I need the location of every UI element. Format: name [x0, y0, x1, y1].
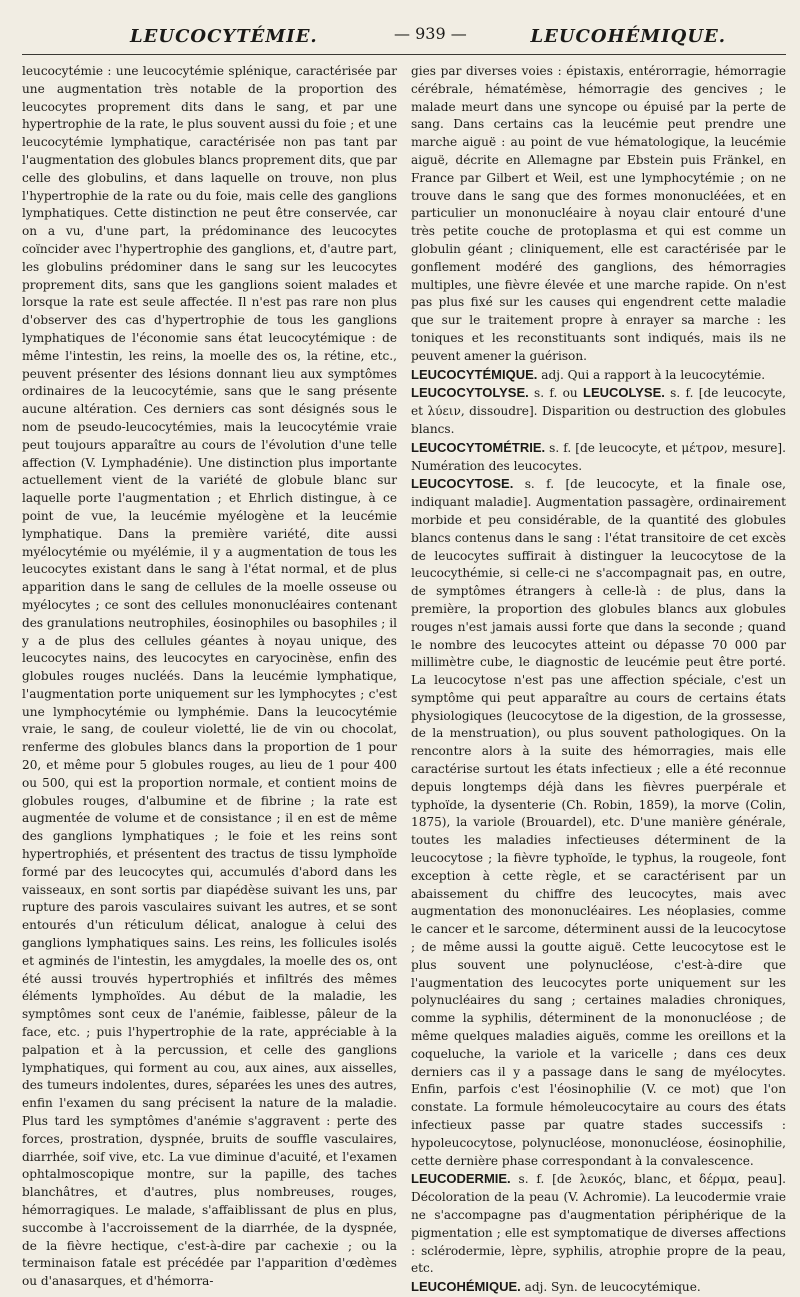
definition: s. f. [de λευκός, blanc, et δέρμα, peau]. Décoloration de la peau (V. Achromie). La leucodermie vraie ne s'accompagne pas d'augmentation périphérique de la pigmentation ; elle est symptomatique de diverses affections : sclérodermie, lèpre, syphilis, atrophie propre de la peau, etc.	[411, 1172, 786, 1276]
entry-leucocytolyse	[411, 384, 786, 438]
definition: s. f. ou	[528, 386, 583, 401]
entry-leucocytometrie	[411, 439, 786, 476]
leucocytemie-continuation-end: gies par diverses voies : épistaxis, entérorragie, hémorragie cérébrale, hématémèse, hémorragie des gencives ; le malade meurt dans une syncope ou épuisé par la perte de sang. Dans certains cas la leucémie peut prendre une marche aiguë : au point de vue hématologique, la leucémie aiguë, décrite en Allemagne par Ebstein puis Fränkel, en France par Gilbert et Weil, est une lymphocytémie ; on ne trouve dans le sang que des formes mononucléées, et en particulier un mononucléaire à noyau clair entouré d'une très petite couche de protoplasma et qui est comme un globulin géant ; cliniquement, elle est caractérisée par le gonflement modéré des ganglions, des hémorragies multiples, une fièvre élevée et une marche rapide. On n'est pas plus fixé sur les causes qui engendrent cette maladie que sur le traitement propre à enrayer sa marche : les toniques et les reconstituants sont indiqués, mais ils ne peuvent amener la guérison.	[411, 64, 786, 363]
running-head-left: LEUCOCYTÉMIE.	[130, 26, 318, 47]
entry-leucohemique	[411, 1278, 786, 1297]
text-columns	[22, 63, 786, 1295]
definition: adj. Qui a rapport à la leucocytémie.	[537, 367, 766, 382]
entry-leucocytemique	[411, 366, 786, 385]
headword: LEUCODERMIE.	[411, 1171, 511, 1187]
definition: s. f. [de leucocyte, et μέτρον, mesure]. Numération des leucocytes.	[411, 440, 786, 473]
headword: LEUCOHÉMIQUE.	[411, 1279, 521, 1295]
running-head-right: LEUCOHÉMIQUE.	[530, 26, 726, 47]
entry-leucodermie	[411, 1170, 786, 1278]
headword: LEUCOCYTOLYSE.	[411, 385, 529, 401]
definition: s. f. [de leucocyte, et λύειν, dissoudre]. Disparition ou destruction des globules blancs.	[411, 386, 786, 436]
page-header	[22, 20, 786, 55]
definition: adj. Syn. de leucocytémique.	[520, 1280, 701, 1295]
page-number: — 939 —	[394, 24, 467, 43]
headword: LEUCOCYTÉMIQUE.	[411, 366, 538, 382]
headword: LEUCOCYTOSE.	[411, 476, 514, 492]
entry-leucocytose	[411, 475, 786, 1170]
left-column	[22, 63, 397, 1289]
headword: LEUCOCYTOMÉTRIE.	[411, 439, 546, 455]
headword-variant: LEUCOLYSE.	[583, 385, 665, 401]
right-column	[411, 63, 786, 1295]
definition: s. f. [de leucocyte, et la finale ose, indiquant maladie]. Augmentation passagère, ordinairement morbide et peu considérable, de la quantité des globules blancs contenus dans le sang : l'état transitoire de cet excès de leucocytes suffirait à distinguer la leucocytose de la leucocythémie, si celle-ci ne s'accompagnait pas, en outre, de symptômes étrangers à celle-là : de plus, dans la première, la proportion des globules blancs aux globules rouges n'est jamais aussi forte que dans la seconde ; quand le nombre des leucocytes atteint ou dépasse 70 000 par millimètre cube, le diagnostic de leucémie peut être porté. La leucocytose n'est pas une affection spéciale, c'est un symptôme qui peut apparaître au cours de certains états physiologiques (leucocytose de la digestion, de la grossesse, de la menstruation), ou plus souvent pathologiques. On la rencontre alors à la suite des hémorragies, mais elle caractérise surtout les états infectieux ; elle a été reconnue depuis longtemps déjà dans les fièvres puerpérale et typhoïde, la dysenterie (Ch. Robin, 1859), la morve (Colin, 1875), la variole (Brouardel), etc. D'une manière générale, toutes les maladies infectieuses déterminent de la leucocytose ; la fièvre typhoïde, le typhus, la rougeole, font exception à cette règle, et se caractérisent par un abaissement du chiffre des leucocytes, mais avec augmentation des mononucléaires. Les néoplasies, comme le cancer et le sarcome, déterminent aussi de la leucocytose ; de même aussi la goutte aiguë. Cette leucocytose est le plus souvent une polynucléose, c'est-à-dire que l'augmentation des leucocytes porte uniquement sur les polynucléaires du sang ; certaines maladies chroniques, comme la syphilis, déterminent de la mononucléose ; de même quelques maladies aiguës, comme les oreillons et la coqueluche, la variole et la varicelle ; dans ces deux derniers cas il y a passage dans le sang de myélocytes. Enfin, parfois c'est l'éosinophilie (V. ce mot) que l'on constate. La formule hémoleucocytaire au cours des états infectieux passe par quatre stades successifs : hypoleucocytose, polynucléose, mononucléose, éosinophilie, cette dernière phase correspondant à la convalescence.	[411, 477, 786, 1168]
leucocytemie-continuation: leucocytémie : une leucocytémie splénique, caractérisée par une augmentation très notable de la proportion des leucocytes proprement dits dans le sang, et par une hypertrophie de la rate, le plus souvent aussi du foie ; et une leucocytémie lymphatique, caractérisée non pas tant par l'augmentation des globules blancs proprement dits, que par celle des globulins, et dans laquelle on trouve, non plus l'hypertrophie de la rate ou du foie, mais celle des ganglions lymphatiques. Cette distinction ne peut être conservée, car on a vu, d'une part, la prédominance des leucocytes coïncider avec l'hypertrophie des ganglions, et, d'autre part, les globulins prédominer dans le sang sur les leucocytes proprement dits, sans que les ganglions soient malades et lorsque la rate est seule affectée. Il n'est pas rare non plus d'observer des cas d'hypertrophie de tous les ganglions lymphatiques de l'économie sans état leucocytémique : de même l'intestin, les reins, la moelle des os, la rétine, etc., peuvent présenter des lésions donnant lieu aux symptômes ordinaires de la leucocytémie, sans que le sang présente aucune altération. Ces derniers cas sont désignés sous le nom de pseudo-leucocytémies, mais la leucocytémie vraie peut toujours apparaître au cours de l'évolution d'une telle affection (V. Lymphadénie). Une distinction plus importante actuellement vient de la variété de globule blanc sur laquelle porte l'augmentation ; et Ehrlich distingue, à ce point de vue, la leucémie myélogène et la leucémie lymphatique. Dans la première variété, dite aussi myélocytémie ou myélémie, il y a augmentation de tous les leucocytes existant dans le sang à l'état normal, et de plus apparition dans le sang de cellules de la moelle osseuse ou myélocytes ; ce sont des cellules mononucléaires contenant des granulations neutrophiles, éosinophiles ou basophiles ; il y a de plus des cellules géantes à noyau unique, des leucocytes nains, des leucocytes en caryocinèse, enfin des globules rouges nucléés. Dans la leucémie lymphatique, l'augmentation porte uniquement sur les lymphocytes ; c'est une lymphocytémie ou lymphémie. Dans la leucocytémie vraie, le sang, de couleur violetté, lie de vin ou chocolat, renferme des globules blancs dans la proportion de 1 pour 20, et même pour 5 globules rouges, au lieu de 1 pour 400 ou 500, qui est la proportion normale, et contient moins de globules rouges, d'albumine et de fibrine ; la rate est augmentée de volume et de consistance ; il en est de même des ganglions lymphatiques ; le foie et les reins sont hypertrophiés, et présentent des tractus de tissu lymphoïde formé par des leucocytes qui, accumulés d'abord dans les vaisseaux, en sont sortis par diapédèse suivant les uns, par rupture des parois vasculaires suivant les autres, et se sont entourés d'un réticulum délicat, analogue à celui des ganglions lymphatiques sains. Les reins, les follicules isolés et agminés de l'intestin, les amygdales, la moelle des os, ont été aussi trouvés hypertrophiés et infiltrés des mêmes éléments lymphoïdes. Au début de la maladie, les symptômes sont ceux de l'anémie, faiblesse, pâleur de la face, etc. ; puis l'hypertrophie de la rate, appréciable à la palpation et à la percussion, et celle des ganglions lymphatiques, qui forment au cou, aux aines, aux aisselles, des tumeurs indolentes, dures, séparées les unes des autres, enfin l'examen du sang précisent la nature de la maladie. Plus tard les symptômes d'anémie s'aggravent : perte des forces, prostration, dyspnée, bruits de souffle vasculaires, diarrhée, soif vive, etc. La vue diminue d'acuité, et l'examen ophtalmoscopique montre, sur la papille, des taches blanchâtres, et d'autres, plus nombreuses, rouges, hémorragiques. Le malade, s'affaiblissant de plus en plus, succombe à l'accroissement de la diarrhée, de la dyspnée, de la fièvre hectique, c'est-à-dire par cachexie ; ou la terminaison fatale est précédée par l'apparition d'œdèmes ou d'anasarques, et d'hémorra-	[22, 64, 397, 1289]
